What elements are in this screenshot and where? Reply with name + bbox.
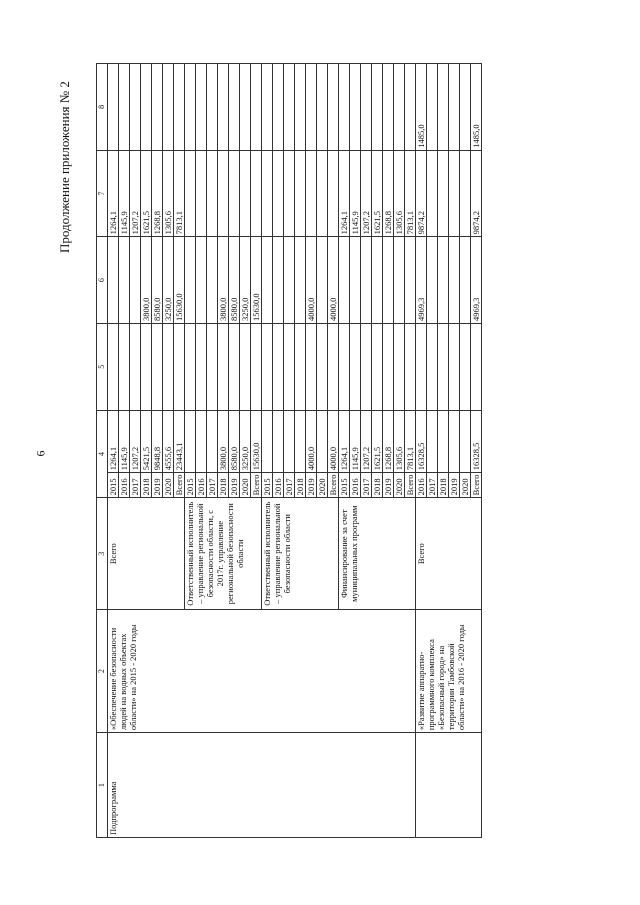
col5-cell [108,323,119,410]
source-cell: Всего [108,498,185,610]
total-cell [427,410,438,473]
col8-cell [251,64,262,151]
col6-cell [119,237,130,324]
col6-cell: 4969,3 [416,237,427,324]
col7-cell [460,150,471,237]
col8-cell [174,64,185,151]
col7-cell: 1264,1 [108,150,119,237]
col8-cell [372,64,383,151]
col5-cell [273,323,284,410]
year-cell: 2015 [185,473,196,498]
total-cell: 1268,8 [383,410,394,473]
col7-cell [262,150,273,237]
col6-cell [427,237,438,324]
column-number: 6 [97,237,108,324]
col7-cell: 7813,1 [405,150,416,237]
program-name-cell: «Развитие аппаратно-программного комплекса «Безопасный город» на территории Тамбовской области» на 2016 - 2020 годы [416,610,482,733]
col6-cell [383,237,394,324]
col5-cell [317,323,328,410]
col5-cell [152,323,163,410]
total-cell: 4000,0 [328,410,339,473]
col5-cell [438,323,449,410]
col8-cell [339,64,350,151]
year-cell: 2018 [218,473,229,498]
column-number: 1 [97,733,108,838]
col8-cell [108,64,119,151]
col8-cell [185,64,196,151]
year-cell: 2019 [229,473,240,498]
col7-cell [427,150,438,237]
col5-cell [350,323,361,410]
total-cell: 1305,6 [394,410,405,473]
page-header: Продолжение приложения № 2 [57,81,72,253]
col5-cell [207,323,218,410]
row-type-cell [416,733,482,838]
col7-cell: 1207,2 [130,150,141,237]
col8-cell [295,64,306,151]
col8-cell: 1485,0 [471,64,482,151]
col8-cell [229,64,240,151]
year-cell: 2015 [108,473,119,498]
column-number: 7 [97,150,108,237]
program-name-cell: «Обеспечение безопасности людей на водных объектах области» на 2015 - 2020 годы [108,610,416,733]
column-number: 8 [97,64,108,151]
page-number: 6 [33,450,48,457]
col7-cell: 7813,1 [174,150,185,237]
table-body [97,64,482,838]
total-cell: 4555,6 [163,410,174,473]
source-cell: Всего [416,498,482,610]
year-cell: 2018 [141,473,152,498]
column-number: 5 [97,323,108,410]
col7-cell [251,150,262,237]
col7-cell: 1268,8 [383,150,394,237]
total-cell: 1207,2 [130,410,141,473]
total-cell: 23443,1 [174,410,185,473]
col5-cell [460,323,471,410]
col8-cell [427,64,438,151]
total-cell: 5421,5 [141,410,152,473]
col8-cell [306,64,317,151]
col5-cell [372,323,383,410]
col8-cell [449,64,460,151]
total-cell: 3800,0 [218,410,229,473]
col7-cell: 9874,2 [471,150,482,237]
col6-cell [108,237,119,324]
year-cell: 2017 [284,473,295,498]
col6-cell: 3250,0 [163,237,174,324]
col7-cell [218,150,229,237]
total-cell: 1145,9 [350,410,361,473]
col6-cell: 4000,0 [328,237,339,324]
col8-cell [328,64,339,151]
total-cell [317,410,328,473]
col5-cell [339,323,350,410]
col7-cell [438,150,449,237]
col7-cell [185,150,196,237]
col8-cell [130,64,141,151]
year-cell: 2016 [119,473,130,498]
year-cell: 2017 [427,473,438,498]
total-cell [185,410,196,473]
year-cell: 2020 [240,473,251,498]
col7-cell: 1305,6 [163,150,174,237]
col6-cell [317,237,328,324]
col6-cell [394,237,405,324]
year-cell: Всего [405,473,416,498]
year-cell: 2015 [262,473,273,498]
total-cell [207,410,218,473]
col7-cell [295,150,306,237]
col8-cell [350,64,361,151]
col5-cell [174,323,185,410]
year-cell: 2019 [449,473,460,498]
year-cell: 2019 [152,473,163,498]
col6-cell [361,237,372,324]
col7-cell: 1145,9 [119,150,130,237]
col6-cell: 15630,0 [251,237,262,324]
col5-cell [130,323,141,410]
col8-cell [284,64,295,151]
col5-cell [471,323,482,410]
table-row [416,64,427,838]
col7-cell [328,150,339,237]
total-cell: 16328,5 [471,410,482,473]
year-cell: Всего [251,473,262,498]
col6-cell: 3800,0 [141,237,152,324]
col7-cell: 1621,5 [141,150,152,237]
total-cell: 3250,0 [240,410,251,473]
col6-cell: 3800,0 [218,237,229,324]
column-number: 4 [97,410,108,498]
col6-cell [284,237,295,324]
year-cell: 2020 [460,473,471,498]
col6-cell: 3250,0 [240,237,251,324]
col8-cell [218,64,229,151]
col5-cell [449,323,460,410]
total-cell: 1145,9 [119,410,130,473]
col6-cell [350,237,361,324]
col5-cell [383,323,394,410]
col5-cell [196,323,207,410]
col5-cell [240,323,251,410]
total-cell [460,410,471,473]
col6-cell: 8580,0 [152,237,163,324]
total-cell [196,410,207,473]
col5-cell [284,323,295,410]
col7-cell [449,150,460,237]
col6-cell [185,237,196,324]
col6-cell [130,237,141,324]
col5-cell [394,323,405,410]
total-cell [262,410,273,473]
col7-cell: 9874,2 [416,150,427,237]
col6-cell [449,237,460,324]
year-cell: 2016 [350,473,361,498]
col5-cell [229,323,240,410]
col5-cell [328,323,339,410]
col8-cell [317,64,328,151]
year-cell: 2017 [207,473,218,498]
total-cell: 8580,0 [229,410,240,473]
year-cell: Всего [328,473,339,498]
col7-cell: 1621,5 [372,150,383,237]
total-cell: 16328,5 [416,410,427,473]
col8-cell [405,64,416,151]
year-cell: 2020 [317,473,328,498]
total-cell [295,410,306,473]
col6-cell [339,237,350,324]
table-rotated-container [96,63,599,838]
year-cell: 2016 [196,473,207,498]
col5-cell [416,323,427,410]
column-number: 3 [97,498,108,610]
col7-cell: 1145,9 [350,150,361,237]
total-cell [284,410,295,473]
year-cell: 2018 [372,473,383,498]
col6-cell: 15630,0 [174,237,185,324]
year-cell: 2019 [306,473,317,498]
total-cell: 1264,1 [339,410,350,473]
year-cell: 2016 [273,473,284,498]
col8-cell: 1485,0 [416,64,427,151]
total-cell: 1621,5 [372,410,383,473]
year-cell: 2017 [361,473,372,498]
col8-cell [394,64,405,151]
total-cell: 1264,1 [108,410,119,473]
col5-cell [427,323,438,410]
col6-cell [196,237,207,324]
col5-cell [119,323,130,410]
year-cell: 2019 [383,473,394,498]
col7-cell: 1305,6 [394,150,405,237]
col6-cell [405,237,416,324]
year-cell: 2016 [416,473,427,498]
col7-cell [207,150,218,237]
col6-cell [273,237,284,324]
col6-cell: 8580,0 [229,237,240,324]
year-cell: Всего [471,473,482,498]
total-cell: 7813,1 [405,410,416,473]
col6-cell [438,237,449,324]
total-cell: 4000,0 [306,410,317,473]
total-cell: 15630,0 [251,410,262,473]
total-cell: 1207,2 [361,410,372,473]
col7-cell [317,150,328,237]
col6-cell [460,237,471,324]
source-cell: Ответственный исполнитель – управление региональной безопасности области [262,498,339,610]
col6-cell [262,237,273,324]
total-cell [449,410,460,473]
col8-cell [361,64,372,151]
col7-cell [240,150,251,237]
col6-cell [207,237,218,324]
budget-table [96,63,482,838]
col5-cell [163,323,174,410]
table-row [108,64,119,838]
col6-cell: 4000,0 [306,237,317,324]
col5-cell [251,323,262,410]
total-cell [438,410,449,473]
year-cell: 2018 [438,473,449,498]
year-cell: Всего [174,473,185,498]
col7-cell [229,150,240,237]
col8-cell [273,64,284,151]
year-cell: 2017 [130,473,141,498]
col8-cell [207,64,218,151]
col5-cell [295,323,306,410]
year-cell: 2018 [295,473,306,498]
col8-cell [262,64,273,151]
row-type-cell: Подпрограмма [108,733,416,838]
col5-cell [141,323,152,410]
column-number-row [97,64,108,838]
total-cell: 9848,8 [152,410,163,473]
col7-cell: 1268,8 [152,150,163,237]
col5-cell [306,323,317,410]
col8-cell [240,64,251,151]
year-cell: 2020 [394,473,405,498]
col5-cell [185,323,196,410]
col8-cell [460,64,471,151]
col5-cell [262,323,273,410]
col5-cell [218,323,229,410]
col7-cell: 1207,2 [361,150,372,237]
col8-cell [383,64,394,151]
col5-cell [361,323,372,410]
col8-cell [152,64,163,151]
col6-cell [295,237,306,324]
col8-cell [141,64,152,151]
col7-cell: 1264,1 [339,150,350,237]
col6-cell: 4969,3 [471,237,482,324]
col5-cell [405,323,416,410]
year-cell: 2020 [163,473,174,498]
col7-cell [196,150,207,237]
total-cell [273,410,284,473]
col7-cell [273,150,284,237]
source-cell: Финансирование за счет муниципальных программ [339,498,416,610]
col8-cell [119,64,130,151]
col8-cell [163,64,174,151]
year-cell: 2015 [339,473,350,498]
col7-cell [284,150,295,237]
col7-cell [306,150,317,237]
col8-cell [438,64,449,151]
col8-cell [196,64,207,151]
column-number: 2 [97,610,108,733]
source-cell: Ответственный исполнитель – управление региональной безопасности области, с 2017г. управление региональной безопасности области [185,498,262,610]
col6-cell [372,237,383,324]
